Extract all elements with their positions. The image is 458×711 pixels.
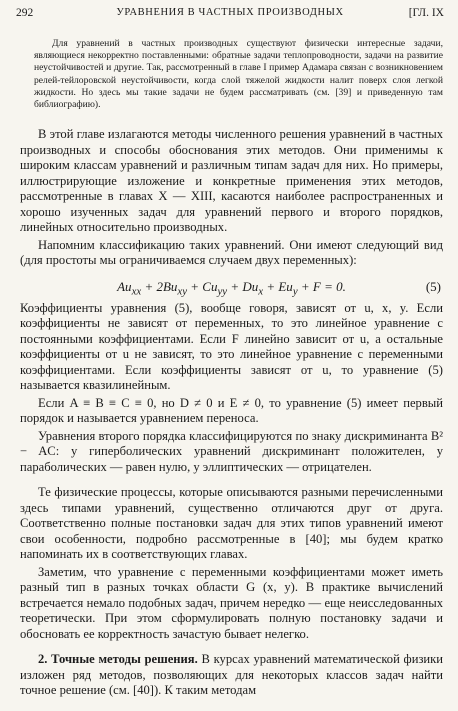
page-body bbox=[20, 38, 443, 701]
body-paragraph: Коэффициенты уравнения (5), вообще говоря, зависят от u, x, y. Если коэффициенты не зависят от переменных, то это линейное уравнение с постоянными коэффициентами. Если F линейно зависит от u, а остальные коэффициенты от u не зависят, то это линейное уравнение с переменными коэффициентами. Если коэффициенты зависят от u, то уравнение (5) называется квазилинейным. bbox=[20, 300, 443, 393]
note-paragraph: Для уравнений в частных производных существуют физически интересные задачи, являющиеся некорректно поставленными: обратные задачи теплопроводности, задачи на развитие неустойчивостей и другие. Так, рассмотренный в главе I пример Адамара связан с возникновением релей-тейлоровской неустойчивости, когда слой тяжелой жидкости налит поверх слоя легкой жидкости. Но здесь мы такие задачи не будем рассматривать (см. [39] и приведенную там библиографию). bbox=[34, 38, 443, 111]
body-paragraph: Уравнения второго порядка классифицируются по знаку дискриминанта B² − AC: у гиперболических уравнений дискриминант положителен, у параболических — равен нулю, у эллиптических — отрицателен. bbox=[20, 428, 443, 474]
section-paragraph bbox=[20, 652, 443, 699]
body-paragraph: В этой главе излагаются методы численного решения уравнений в частных производных и способы обоснования этих методов. Они применимы к широким классам уравнений и различным типам задач для них. Но примеры, иллюстрирующие изложение и конкретные применения этих методов, рассмотренные в главах X — XIII, касаются наиболее распространенных и хорошо изученных задач для уравнений первого и второго порядков, линейных относительно производных. bbox=[20, 127, 443, 235]
chapter-label: [ГЛ. IX bbox=[408, 7, 444, 19]
page-number: 292 bbox=[16, 7, 34, 19]
equation-row bbox=[20, 271, 443, 301]
equation: $Au_{xx} + 2Bu_{xy} + Cu_{yy} + Du_x + Eu_y + F = 0$. bbox=[117, 278, 346, 298]
body-paragraph: Если A ≡ B ≡ C ≡ 0, но D ≠ 0 и E ≠ 0, то уравнение (5) имеет первый порядок и называется уравнением переноса. bbox=[20, 395, 443, 426]
body-paragraph: Заметим, что уравнение с переменными коэффициентами может иметь разный тип в разных точках области G (x, y). В практике вычислений встречается немало подобных задач, причем нередко — еще неисследованных теоретически. При этом сформулировать полную постановку задачи и обосновать ее корректность зачастую бывает нелегко. bbox=[20, 564, 443, 641]
body-paragraph: Напомним классификацию таких уравнений. Они имеют следующий вид (для простоты мы ограничиваемся случаем двух переменных): bbox=[20, 237, 443, 268]
running-title: УРАВНЕНИЯ В ЧАСТНЫХ ПРОИЗВОДНЫХ bbox=[116, 7, 344, 18]
section-heading: 2. Точные методы решения. bbox=[38, 652, 198, 667]
section-text: В курсах уравнений математической физики изложен ряд методов, позволяющих для некоторых классов задач найти точное решение (см. [40]). К таким методам bbox=[20, 652, 444, 698]
equation-number: (5) bbox=[425, 278, 441, 294]
running-header bbox=[16, 7, 444, 23]
body-paragraph: Те физические процессы, которые описываются разными перечисленными здесь типами уравнений, существенно отличаются друг от друга. Соответственно полные постановки задач для этих типов уравнений имеют свои особенности, подробно рассмотренные в [40]; мы будем кратко напоминать их в соответствующих главах. bbox=[20, 485, 443, 562]
